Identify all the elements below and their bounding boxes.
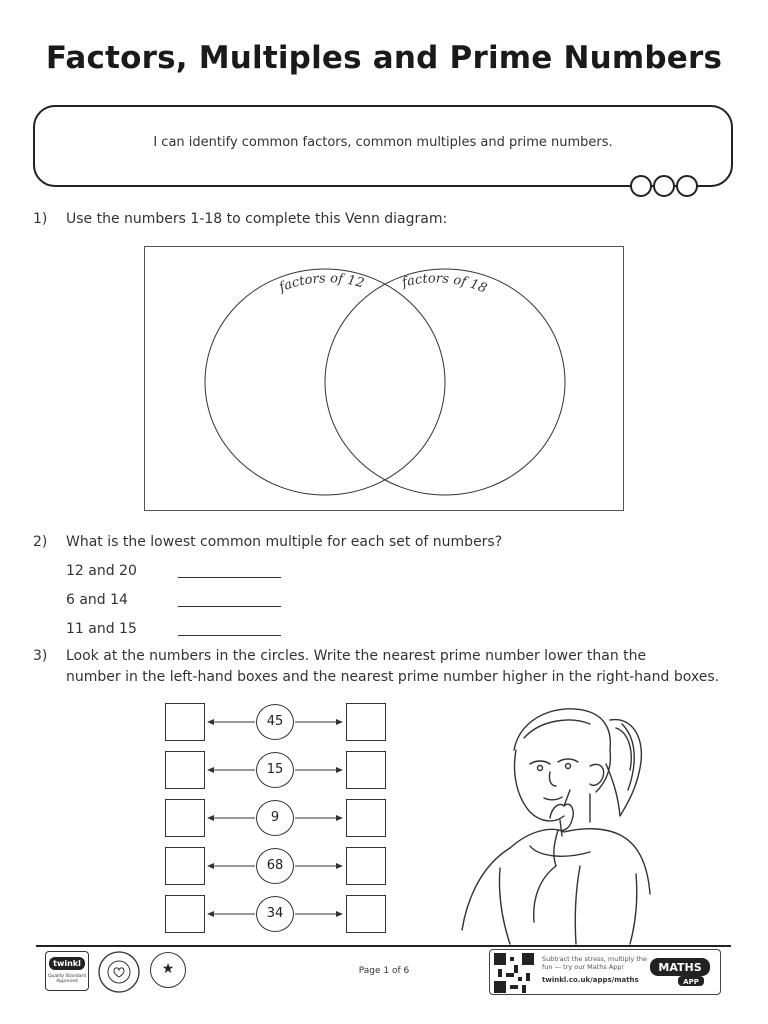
number-circle: 15 [256,752,294,788]
twinkl-logo: twinkl [49,957,85,970]
question-1-text: Use the numbers 1-18 to complete this Venn diagram: [66,211,448,227]
answer-line[interactable] [178,635,281,636]
maths-app-logo [648,954,714,992]
question-2-number: 2) [33,534,48,550]
qr-code-icon [494,953,534,993]
lcm-item: 6 and 14 [66,592,128,608]
venn-diagram-svg [145,247,625,512]
lcm-item: 11 and 15 [66,621,137,637]
number-circle: 9 [256,800,294,836]
learning-objective-text: I can identify common factors, common multiples and prime numbers. [153,135,613,150]
advert-text: Subtract the stress, multiply the fun — try our Maths App! [542,955,647,971]
prime-lower-box[interactable] [165,895,205,933]
prime-lower-box[interactable] [165,751,205,789]
answer-line[interactable] [178,606,281,607]
lcm-item: 12 and 20 [66,563,137,579]
number-circle: 68 [256,848,294,884]
prime-lower-box[interactable] [165,799,205,837]
venn-label-right-text: factors of 18 [400,271,489,297]
circle-icon [653,175,675,197]
decorative-dots [630,175,698,197]
question-3-number: 3) [33,648,48,664]
venn-label-left-text: factors of 12 [277,271,366,296]
thinking-girl-illustration [440,698,655,946]
prime-row [163,751,388,791]
circle-icon [676,175,698,197]
advert-url[interactable]: twinkl.co.uk/apps/maths [542,976,639,984]
prime-row [163,703,388,743]
prime-higher-box[interactable] [346,703,386,741]
number-circle: 34 [256,896,294,932]
app-logo-text: APP [683,978,699,986]
prime-lower-box[interactable] [165,847,205,885]
prime-row [163,847,388,887]
question-2-text: What is the lowest common multiple for each set of numbers? [66,534,503,550]
page-title: Factors, Multiples and Prime Numbers [45,40,723,76]
question-1-number: 1) [33,211,48,227]
number-circle: 45 [256,704,294,740]
footer-divider [36,945,731,947]
circle-icon [630,175,652,197]
question-3-text-line1: Look at the numbers in the circles. Write the nearest prime number lower than the [66,648,647,664]
quality-standard-text: Quality Standard Approved [48,974,86,984]
prime-row [163,895,388,935]
learning-objective-box [33,105,733,187]
prime-row [163,799,388,839]
star-icon: ★ [150,952,186,988]
prime-higher-box[interactable] [346,799,386,837]
prime-lower-box[interactable] [165,703,205,741]
venn-label-left [276,271,366,296]
prime-higher-box[interactable] [346,895,386,933]
venn-diagram[interactable] [144,246,624,511]
prime-higher-box[interactable] [346,847,386,885]
prime-higher-box[interactable] [346,751,386,789]
maths-logo-text: MATHS [658,961,702,974]
question-3-text-line2: number in the left-hand boxes and the nearest prime number higher in the right-hand boxes. [66,669,720,685]
maths-app-advert[interactable] [489,949,721,995]
answer-line[interactable] [178,577,281,578]
page-number: Page 1 of 6 [358,966,410,976]
venn-label-right [399,271,488,296]
